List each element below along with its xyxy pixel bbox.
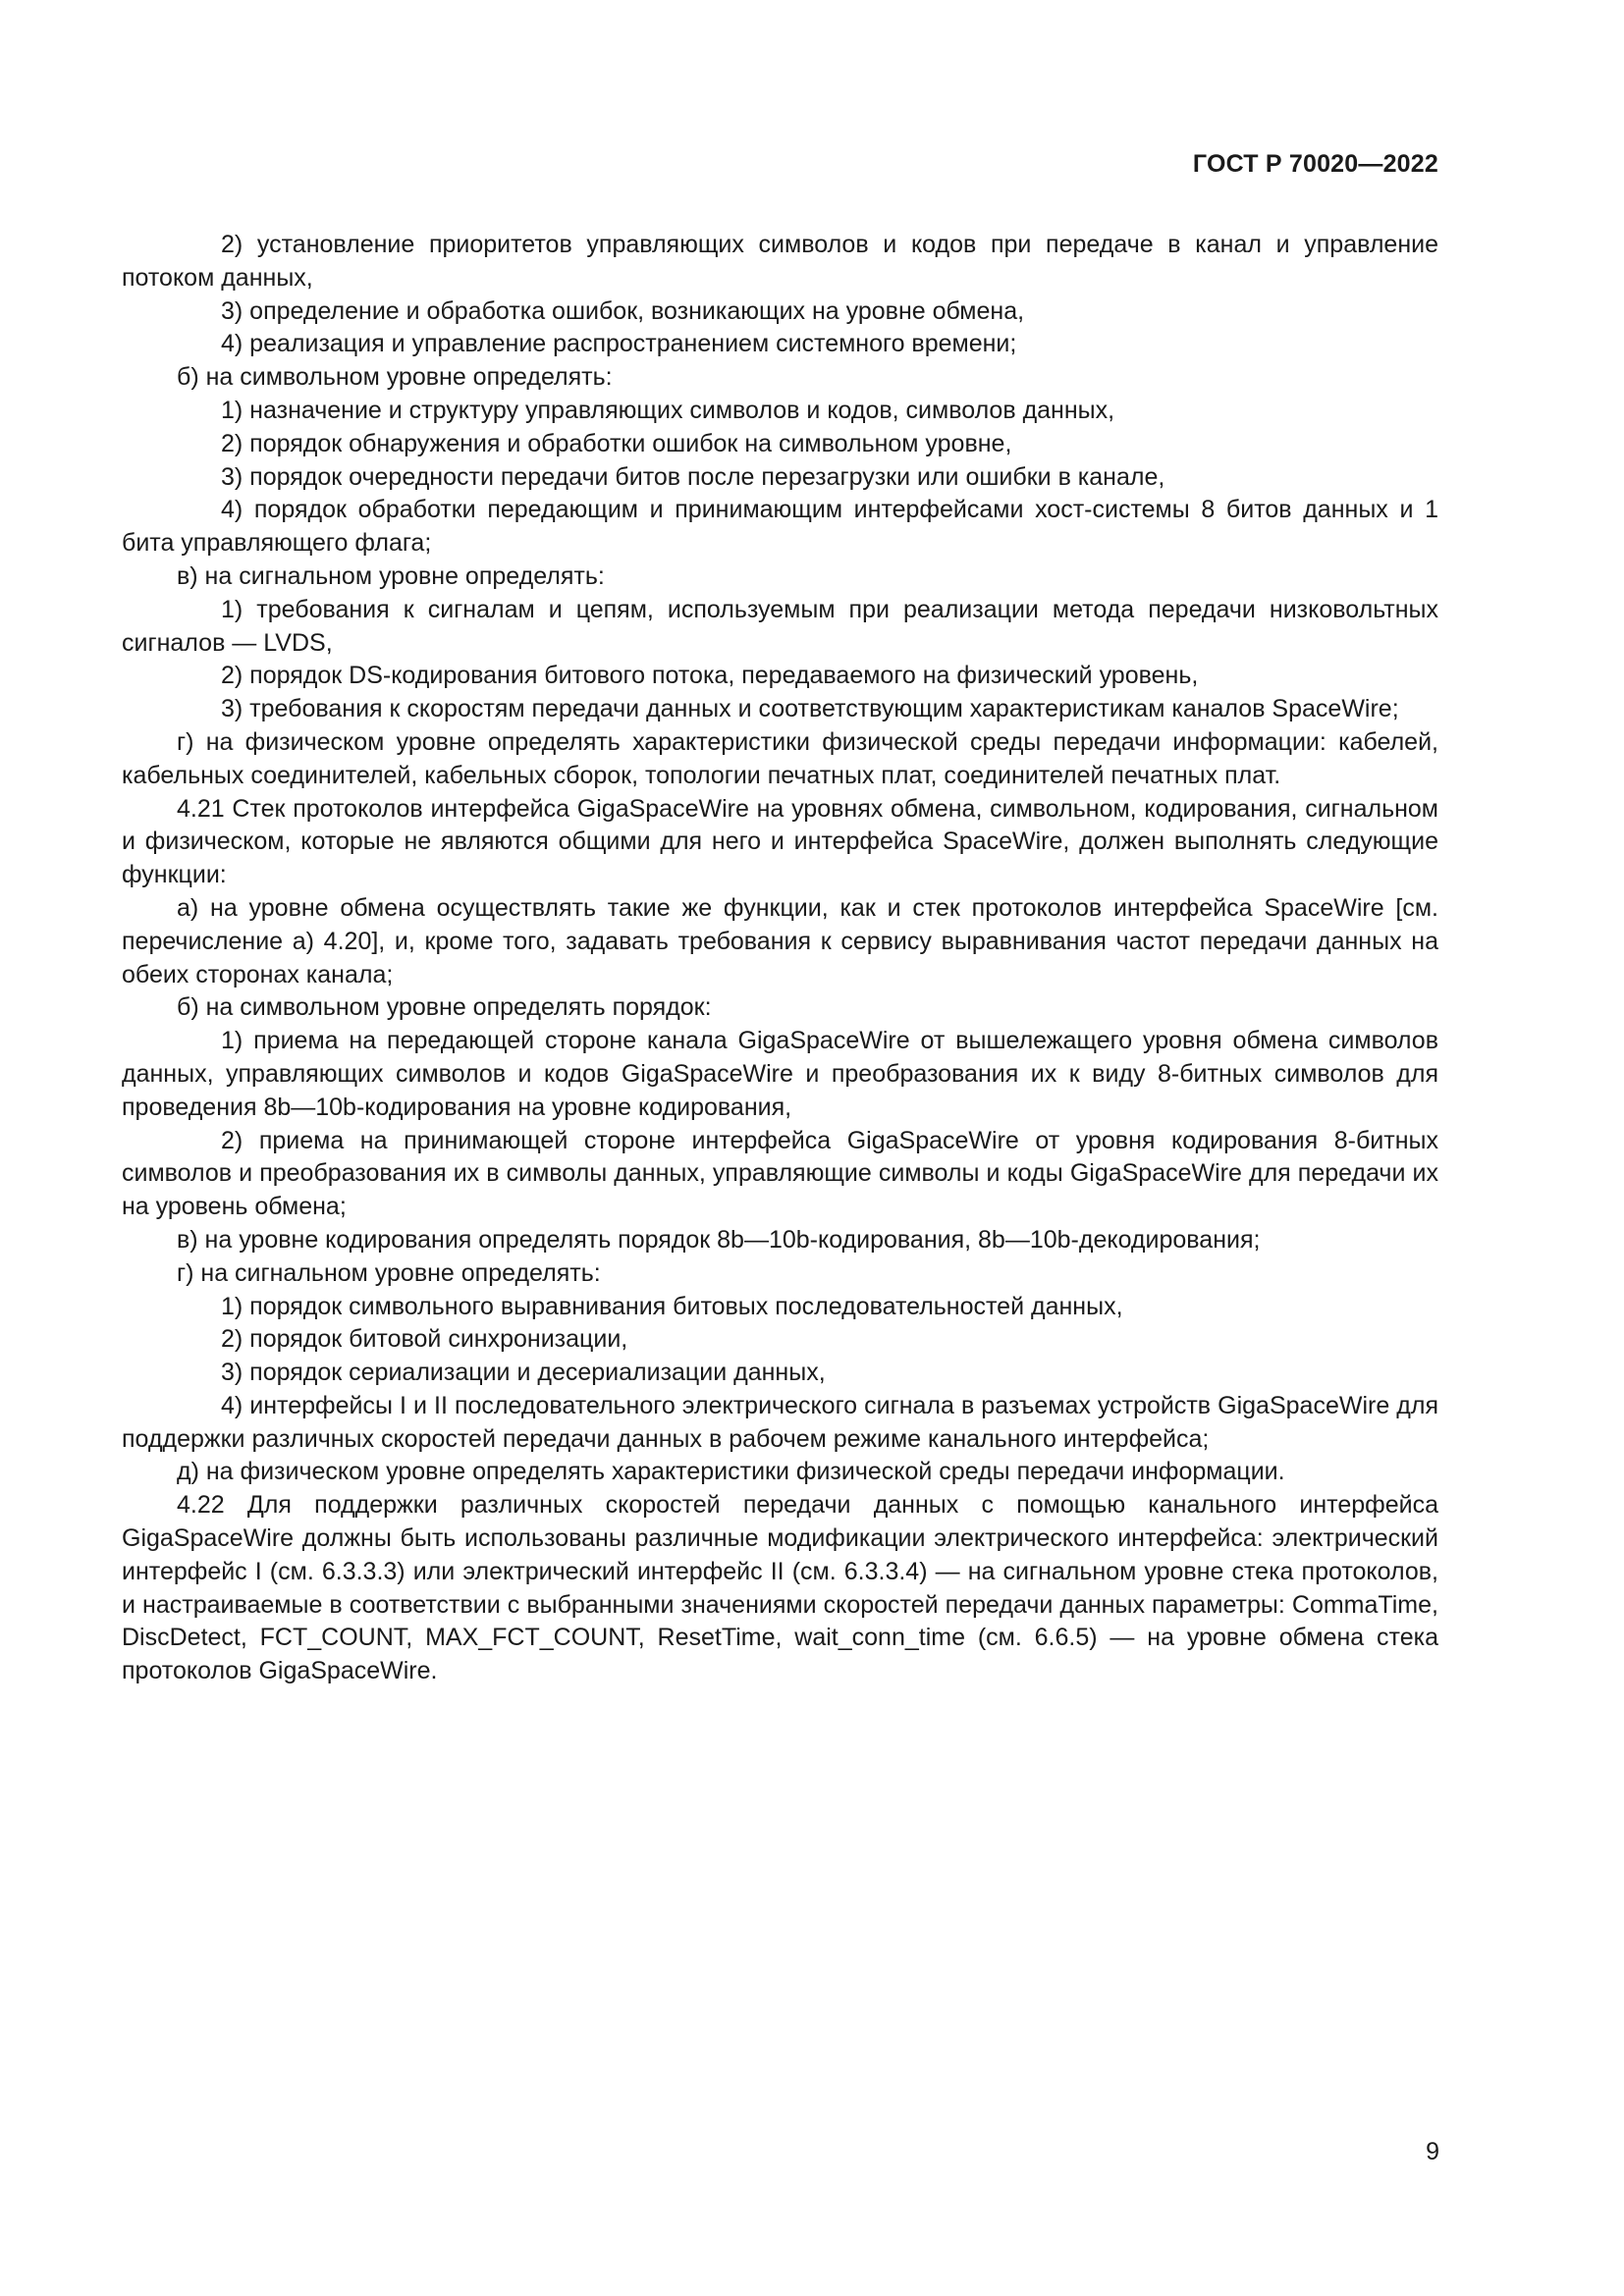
section-paragraph: 4.22 Для поддержки различных скоростей передачи данных с помощью канального интерфейса GigaSpaceWire должны быть использованы различные модификации электрического интерфейса: электрический интерфейс I (см. 6.3.3.3) или электрический интерфейс II (см. 6.3.3.4) — на сигнальном уровне стека протоколов, и настраиваемые в соответствии с выбранными значениями скоростей передачи данных параметры: CommaTime, DiscDetect, FCT_COUNT, MAX_FCT_COUNT, ResetTime, wait_conn_time (см. 6.6.5) — на уровне обмена стека протоколов GigaSpaceWire. (122, 1491, 1438, 1685)
list-item: г) на физическом уровне определять характеристики физической среды передачи информации: кабелей, кабельных соединителей, кабельных сборок, топологии печатных плат, соединителей печатных плат. (122, 727, 1438, 789)
list-item: 3) определение и обработка ошибок, возникающих на уровне обмена, (221, 296, 1025, 325)
list-item: 4) интерфейсы I и II последовательного электрического сигнала в разъемах устройств GigaSpaceWire для поддержки различных скоростей передачи данных в рабочем режиме канального интерфейса; (122, 1391, 1438, 1453)
list-item: 2) порядок обнаружения и обработки ошибок на символьном уровне, (221, 429, 1012, 457)
list-item: г) на сигнальном уровне определять: (177, 1258, 601, 1287)
list-item: 3) требования к скоростям передачи данных и соответствующим характеристикам каналов SpaceWire; (221, 695, 1399, 723)
list-item: а) на уровне обмена осуществлять такие же функции, как и стек протоколов интерфейса SpaceWire [см. перечисление а) 4.20], и, кроме того, задавать требования к сервису выравнивания частот передачи данных на обеих сторонах канала; (122, 893, 1438, 988)
list-item: 2) приема на принимающей стороне интерфейса GigaSpaceWire от уровня кодирования 8-битных символов и преобразования их в символы данных, управляющие символы и коды GigaSpaceWire для передачи их на уровень обмена; (122, 1126, 1438, 1221)
list-item: 1) порядок символьного выравнивания битовых последовательностей данных, (221, 1292, 1123, 1320)
section-paragraph: 4.21 Стек протоколов интерфейса GigaSpaceWire на уровнях обмена, символьном, кодирования, сигнальном и физическом, которые не являются общими для него и интерфейса SpaceWire, должен выполнять следующие функции: (122, 794, 1438, 889)
list-item: 4) реализация и управление распространением системного времени; (221, 330, 1017, 358)
list-item: 2) установление приоритетов управляющих символов и кодов при передаче в канал и управление потоком данных, (122, 231, 1438, 292)
document-header: ГОСТ Р 70020—2022 (1192, 150, 1438, 178)
list-item: 2) порядок битовой синхронизации, (221, 1325, 628, 1354)
list-item: 1) приема на передающей стороне канала GigaSpaceWire от вышележащего уровня обмена символов данных, управляющих символов и кодов GigaSpaceWire и преобразования их к виду 8-битных символов для проведения 8b—10b-кодирования на уровне кодирования, (122, 1027, 1438, 1121)
list-item: 1) назначение и структуру управляющих символов и кодов, символов данных, (221, 396, 1115, 424)
list-item: б) на символьном уровне определять: (177, 363, 613, 392)
page-number: 9 (1426, 2138, 1439, 2165)
list-item: б) на символьном уровне определять порядок: (177, 993, 712, 1022)
document-body (122, 229, 1438, 1688)
list-item: 2) порядок DS-кодирования битового потока, передаваемого на физический уровень, (221, 662, 1199, 690)
list-item: 3) порядок очередности передачи битов после перезагрузки или ошибки в канале, (221, 462, 1165, 491)
list-item: 4) порядок обработки передающим и принимающим интерфейсами хост-системы 8 битов данных и 1 бита управляющего флага; (122, 496, 1438, 558)
list-item: д) на физическом уровне определять характеристики физической среды передачи информации. (177, 1458, 1285, 1486)
list-item: 3) порядок сериализации и десериализации данных, (221, 1359, 826, 1387)
list-item: в) на уровне кодирования определять порядок 8b—10b-кодирования, 8b—10b-декодирования; (177, 1225, 1261, 1254)
list-item: 1) требования к сигналам и цепям, используемым при реализации метода передачи низковольтных сигналов — LVDS, (122, 595, 1438, 657)
list-item: в) на сигнальном уровне определять: (177, 561, 605, 590)
